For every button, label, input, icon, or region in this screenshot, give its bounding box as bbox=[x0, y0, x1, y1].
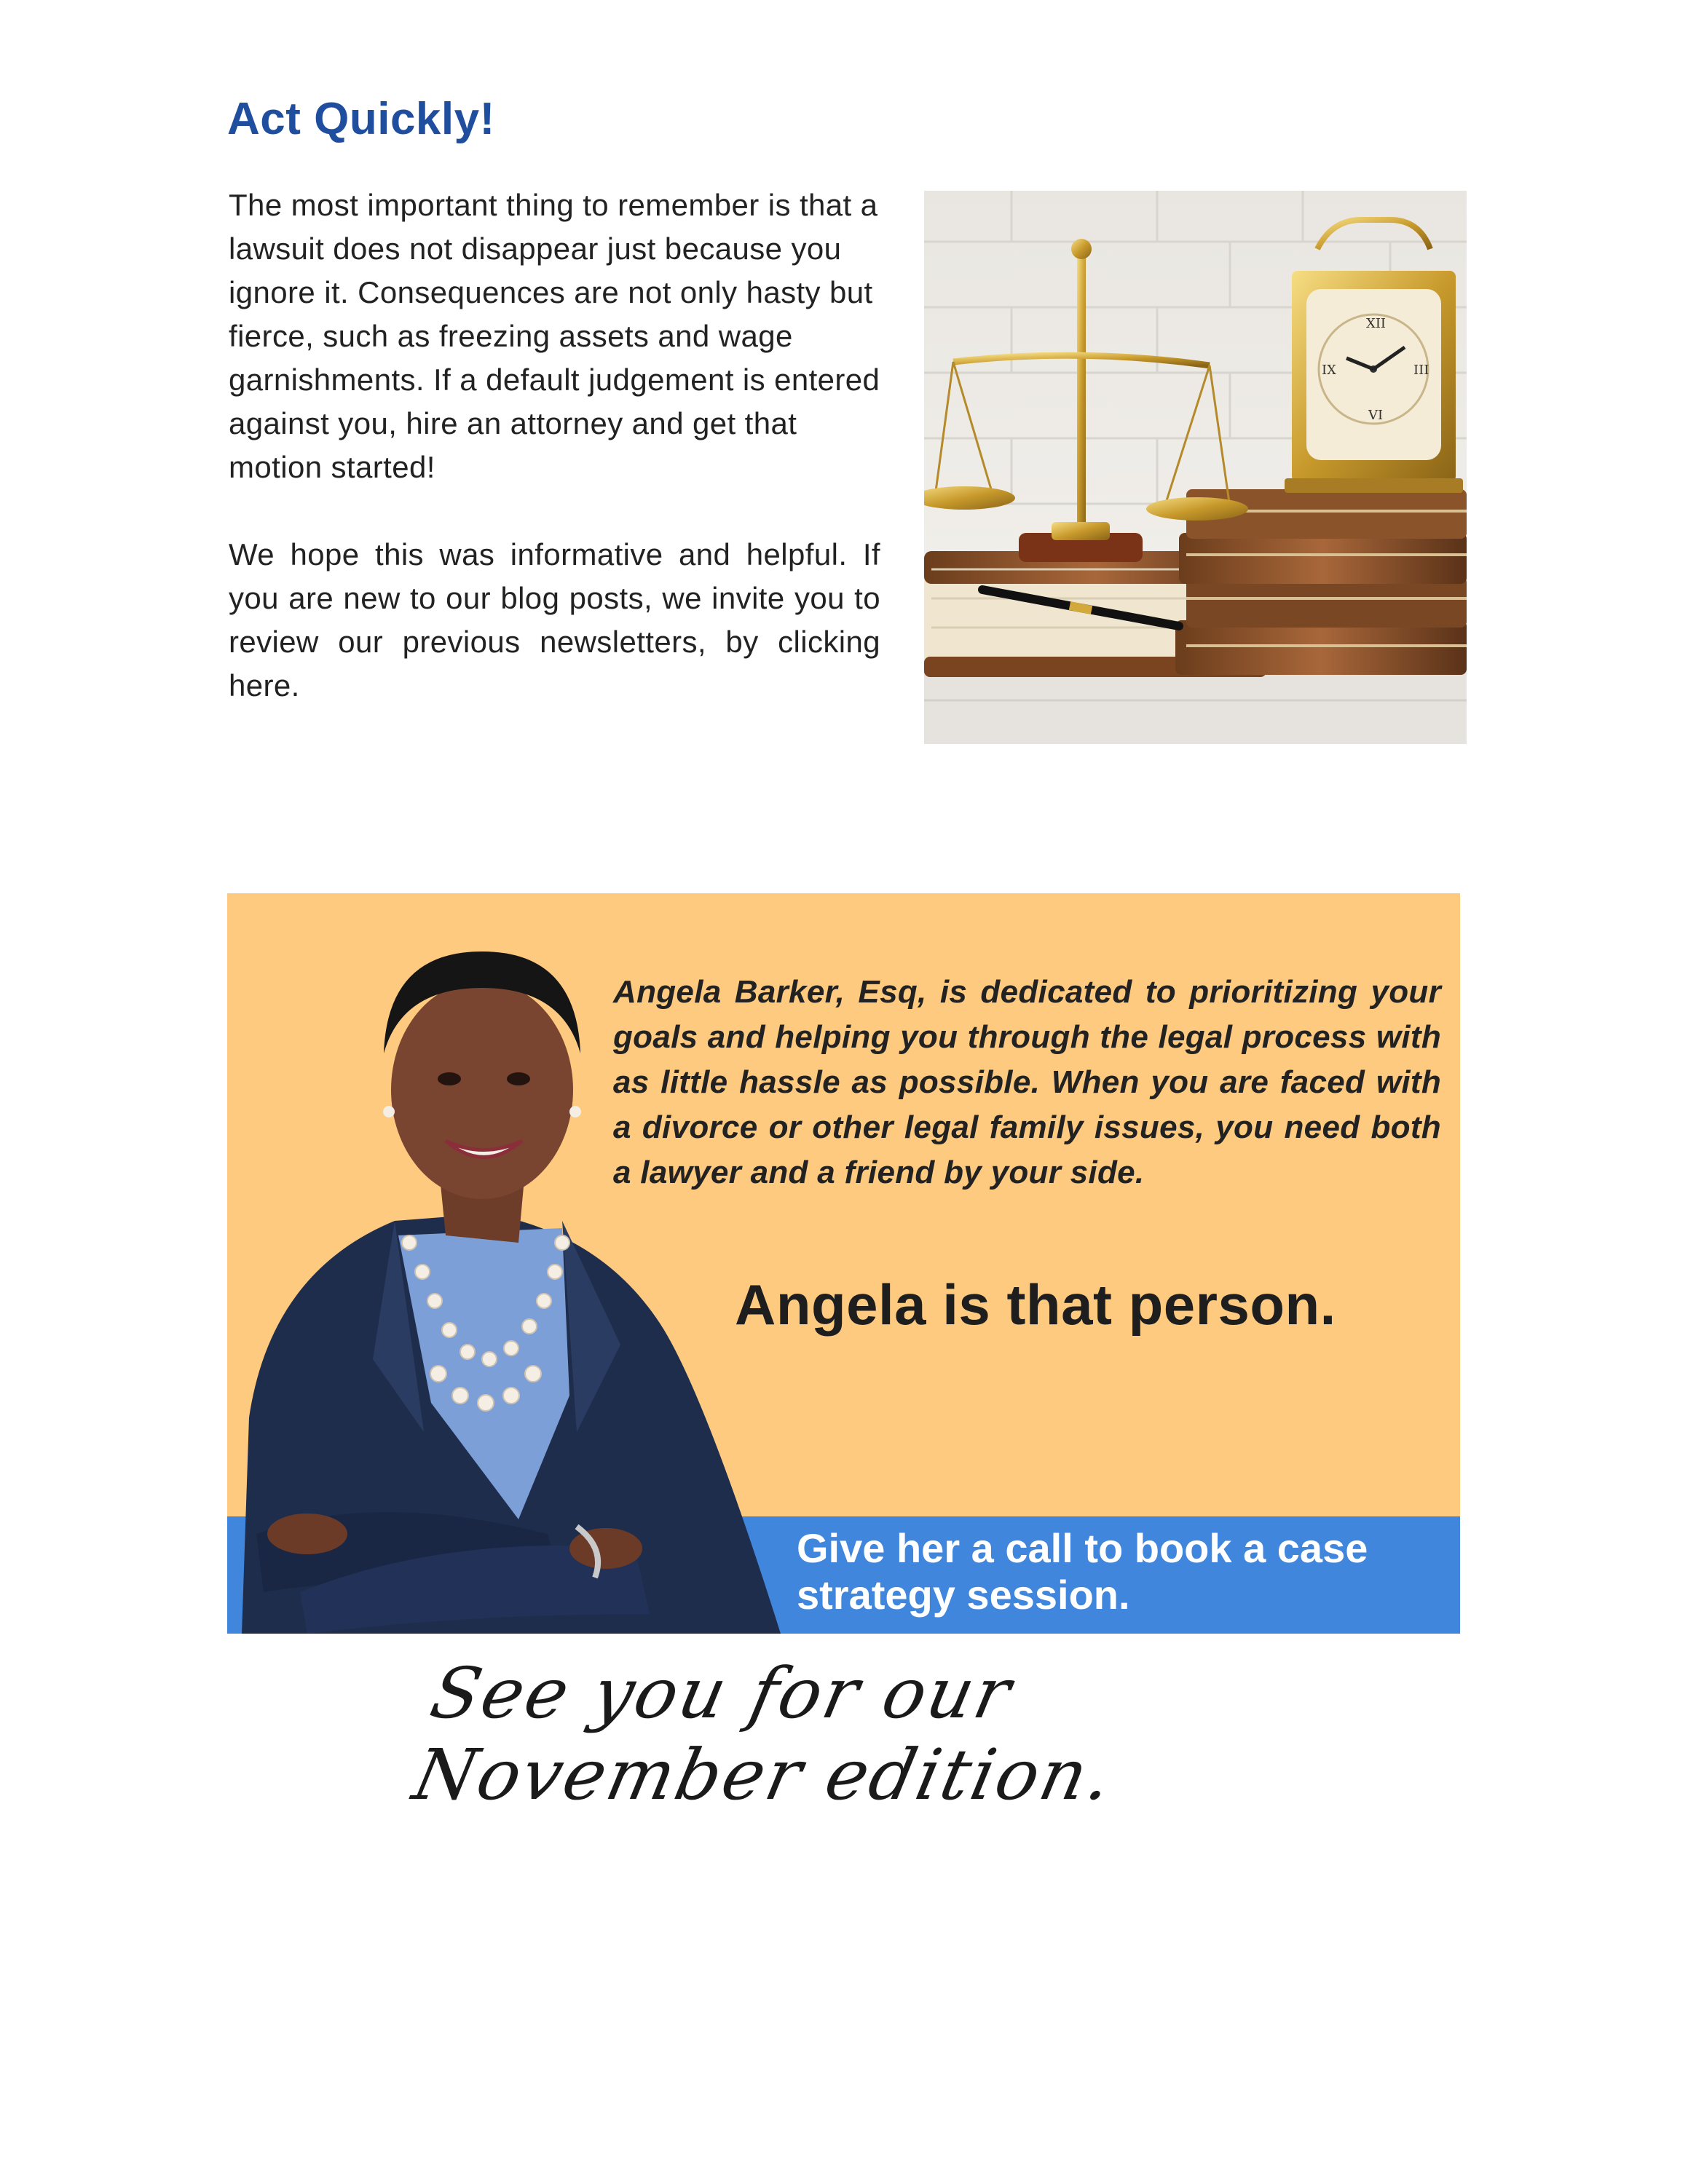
tagline: Angela is that person. bbox=[735, 1273, 1336, 1337]
svg-text:III: III bbox=[1413, 363, 1429, 378]
signoff-script: See you for our November edition. bbox=[406, 1653, 1121, 1816]
attorney-bio: Angela Barker, Esq, is dedicated to prioritizing your goals and helping you through the legal process with as little hassle as possible. When you are faced with a divorce or other legal family issues, you need both a lawyer and a friend by your side. bbox=[613, 974, 1441, 1190]
article-body bbox=[229, 183, 880, 708]
promo-banner bbox=[227, 893, 1460, 1634]
svg-text:XII: XII bbox=[1366, 316, 1387, 331]
call-to-action: Give her a call to book a case strategy session. bbox=[797, 1525, 1368, 1618]
paragraph-closing-text: We hope this was informative and helpful. If you are new to our blog posts, we invite you to review our previous newsletters, by bbox=[229, 537, 880, 659]
section-heading: Act Quickly! bbox=[227, 94, 495, 144]
newsletters-link[interactable]: clicking here. bbox=[229, 625, 880, 703]
paragraph-closing bbox=[229, 533, 880, 708]
svg-text:IX: IX bbox=[1322, 363, 1336, 378]
svg-text:VI: VI bbox=[1368, 408, 1384, 423]
scales-clock-books-photo bbox=[924, 191, 1467, 744]
paragraph-consequences: The most important thing to remember is that a lawsuit does not disappear just because you ignore it. Consequences are not only hasty but fierce, such as freezing assets and wage garnishments. If a default judgement is entered against you, hire an attorney and get that motion started! bbox=[229, 188, 880, 484]
